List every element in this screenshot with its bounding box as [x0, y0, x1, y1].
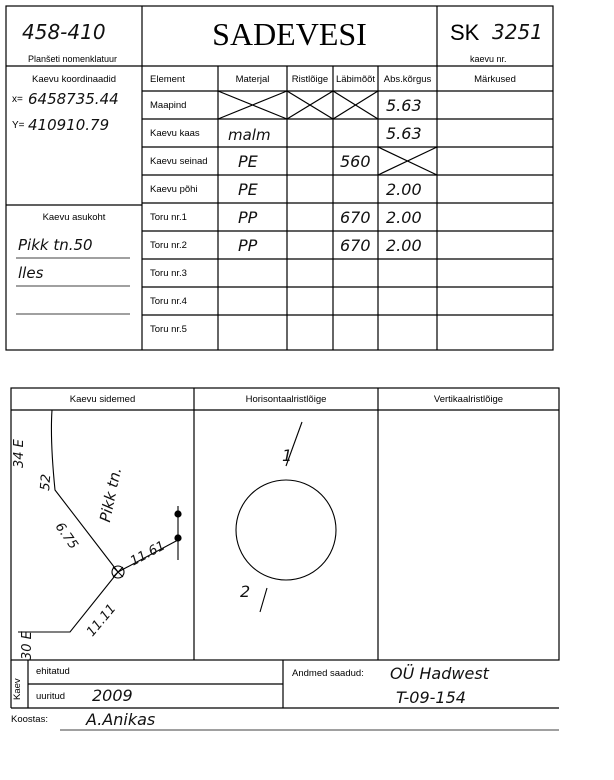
- dim-1161: 11.61: [128, 538, 168, 570]
- row-diameter: 670: [340, 236, 371, 255]
- sheet-label: Planšeti nomenklatuur: [28, 54, 118, 64]
- dim-1111: 11.11: [84, 601, 120, 640]
- row-element: Toru nr.2: [150, 240, 187, 251]
- y-value: 410910.79: [28, 116, 110, 134]
- well-prefix: SK: [450, 20, 480, 45]
- coordinates-label: Kaevu koordinaadid: [32, 74, 116, 85]
- pipe-2-label: 2: [240, 582, 251, 601]
- sketch-links-header: Kaevu sidemed: [69, 394, 136, 405]
- dim-52: 52: [38, 473, 55, 492]
- row-height: 2.00: [386, 236, 422, 255]
- row-height: 2.00: [386, 180, 422, 199]
- row-height: 5.63: [386, 96, 422, 115]
- well-number: 3251: [492, 20, 543, 44]
- well-label: kaevu nr.: [470, 54, 507, 64]
- surveyed-label: uuritud: [36, 691, 66, 702]
- x-value: 6458735.44: [28, 90, 119, 108]
- row-height: 5.63: [386, 124, 422, 143]
- dim-30: 30 E: [20, 631, 35, 660]
- surveyed-value: 2009: [92, 686, 133, 705]
- row-element: Maapind: [150, 100, 187, 111]
- row-material: PP: [238, 236, 258, 255]
- row-height: 2.00: [386, 208, 422, 227]
- source-value-1: OÜ Hadwest: [390, 664, 489, 683]
- row-material: PP: [238, 208, 258, 227]
- x-prefix: x=: [12, 94, 23, 105]
- vertical-section-header: Vertikaalristlõige: [433, 394, 504, 405]
- row-element: Kaevu põhi: [150, 184, 198, 195]
- header-element: Element: [150, 74, 185, 85]
- row-element: Toru nr.1: [150, 212, 187, 223]
- dim-675: 6.75: [51, 520, 81, 553]
- compiled-label: Koostas:: [11, 714, 48, 725]
- horizontal-section-header: Horisontaalristlõige: [245, 394, 327, 405]
- row-material: PE: [238, 180, 258, 199]
- location-label: Kaevu asukoht: [42, 212, 106, 223]
- source-label: Andmed saadud:: [292, 668, 364, 679]
- row-element: Kaevu kaas: [150, 128, 200, 139]
- dim-34: 34 E: [12, 439, 27, 468]
- page-title: SADEVESI: [212, 16, 367, 52]
- header-material: Materjal: [235, 74, 270, 85]
- row-diameter: 670: [340, 208, 371, 227]
- header-notes: Märkused: [474, 74, 516, 85]
- sheet-number: 458-410: [22, 20, 106, 44]
- row-element: Toru nr.4: [150, 296, 187, 307]
- y-prefix: Y=: [12, 120, 25, 131]
- row-material: malm: [228, 126, 271, 144]
- location-line2: lles: [18, 264, 44, 282]
- well-side-label: Kaev: [12, 678, 23, 700]
- location-line1: Pikk tn.50: [18, 236, 93, 254]
- row-material: PE: [238, 152, 258, 171]
- row-element: Kaevu seinad: [150, 156, 208, 167]
- header-cross-section: Ristlõige: [291, 74, 329, 85]
- source-value-2: T-09-154: [396, 688, 466, 707]
- compiled-value: A.Anikas: [86, 710, 156, 729]
- pipe-1-label: 1: [282, 446, 293, 465]
- street-label: Pikk tn.: [96, 465, 126, 524]
- header-diameter: Läbimõõt: [335, 74, 376, 85]
- row-element: Toru nr.5: [150, 324, 187, 335]
- row-diameter: 560: [340, 152, 371, 171]
- built-label: ehitatud: [36, 666, 70, 677]
- row-element: Toru nr.3: [150, 268, 187, 279]
- header-abs-height: Abs.kõrgus: [383, 74, 432, 85]
